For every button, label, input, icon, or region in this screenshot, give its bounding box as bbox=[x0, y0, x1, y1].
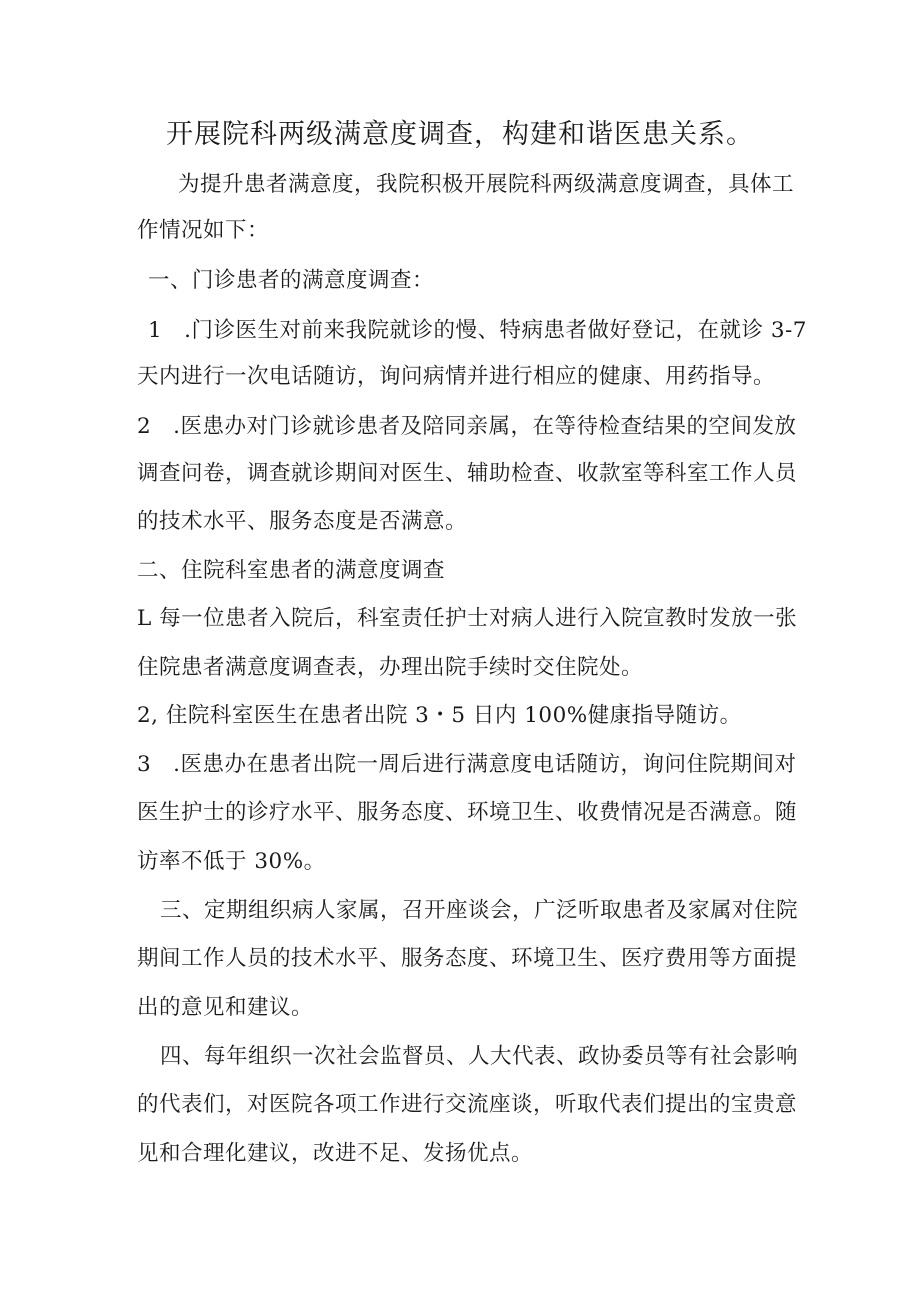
document-title: 开展院科两级满意度调查，构建和谐医患关系。 bbox=[166, 119, 754, 150]
paragraph-line: 的技术水平、服务态度是否满意。 bbox=[137, 509, 468, 534]
paragraph-line: 为提升患者满意度，我院积极开展院科两级满意度调查，具体工 bbox=[178, 172, 795, 197]
section-heading: 四、每年组织一次社会监督员、人大代表、政协委员等有社会影响 bbox=[160, 1044, 799, 1069]
paragraph-line: 医生护士的诊疗水平、服务态度、环境卫生、收费情况是否满意。随 bbox=[137, 800, 798, 825]
paragraph-line: 见和合理化建议，改进不足、发扬优点。 bbox=[137, 1141, 534, 1166]
paragraph-line: 作情况如下： bbox=[137, 218, 270, 243]
paragraph-line: 出的意见和建议。 bbox=[137, 995, 314, 1020]
section-heading: 三、定期组织病人家属，召开座谈会，广泛听取患者及家属对住院 bbox=[160, 898, 799, 923]
paragraph-line: 天内进行一次电话随访，询问病情并进行相应的健康、用药指导。 bbox=[137, 364, 776, 389]
paragraph-line: 期间工作人员的技术水平、服务态度、环境卫生、医疗费用等方面提 bbox=[137, 946, 798, 971]
section-heading: 一、门诊患者的满意度调查： bbox=[148, 268, 435, 293]
paragraph-line: L 每一位患者入院后，科室责任护士对病人进行入院宣教时发放一张 bbox=[137, 606, 798, 631]
paragraph-line: 调查问卷，调查就诊期间对医生、辅助检查、收款室等科室工作人员 bbox=[137, 461, 798, 486]
section-heading: 二、住院科室患者的满意度调查 bbox=[137, 558, 446, 583]
paragraph-line: 3 .医患办在患者出院一周后进行满意度电话随访，询问住院期间对 bbox=[137, 752, 797, 777]
paragraph-line: 的代表们，对医院各项工作进行交流座谈，听取代表们提出的宝贵意 bbox=[137, 1092, 798, 1117]
paragraph-line: 住院患者满意度调查表，办理出院手续时交住院处。 bbox=[137, 655, 644, 680]
paragraph-line: 访率不低于 30%。 bbox=[137, 849, 326, 874]
paragraph-line: 2, 住院科室医生在患者出院 3・5 日内 100%健康指导随访。 bbox=[137, 703, 742, 728]
paragraph-line: 2 .医患办对门诊就诊患者及陪同亲属，在等待检查结果的空间发放 bbox=[137, 414, 797, 439]
paragraph-line: 1 .门诊医生对前来我院就诊的慢、特病患者做好登记，在就诊 3-7 bbox=[148, 318, 807, 343]
